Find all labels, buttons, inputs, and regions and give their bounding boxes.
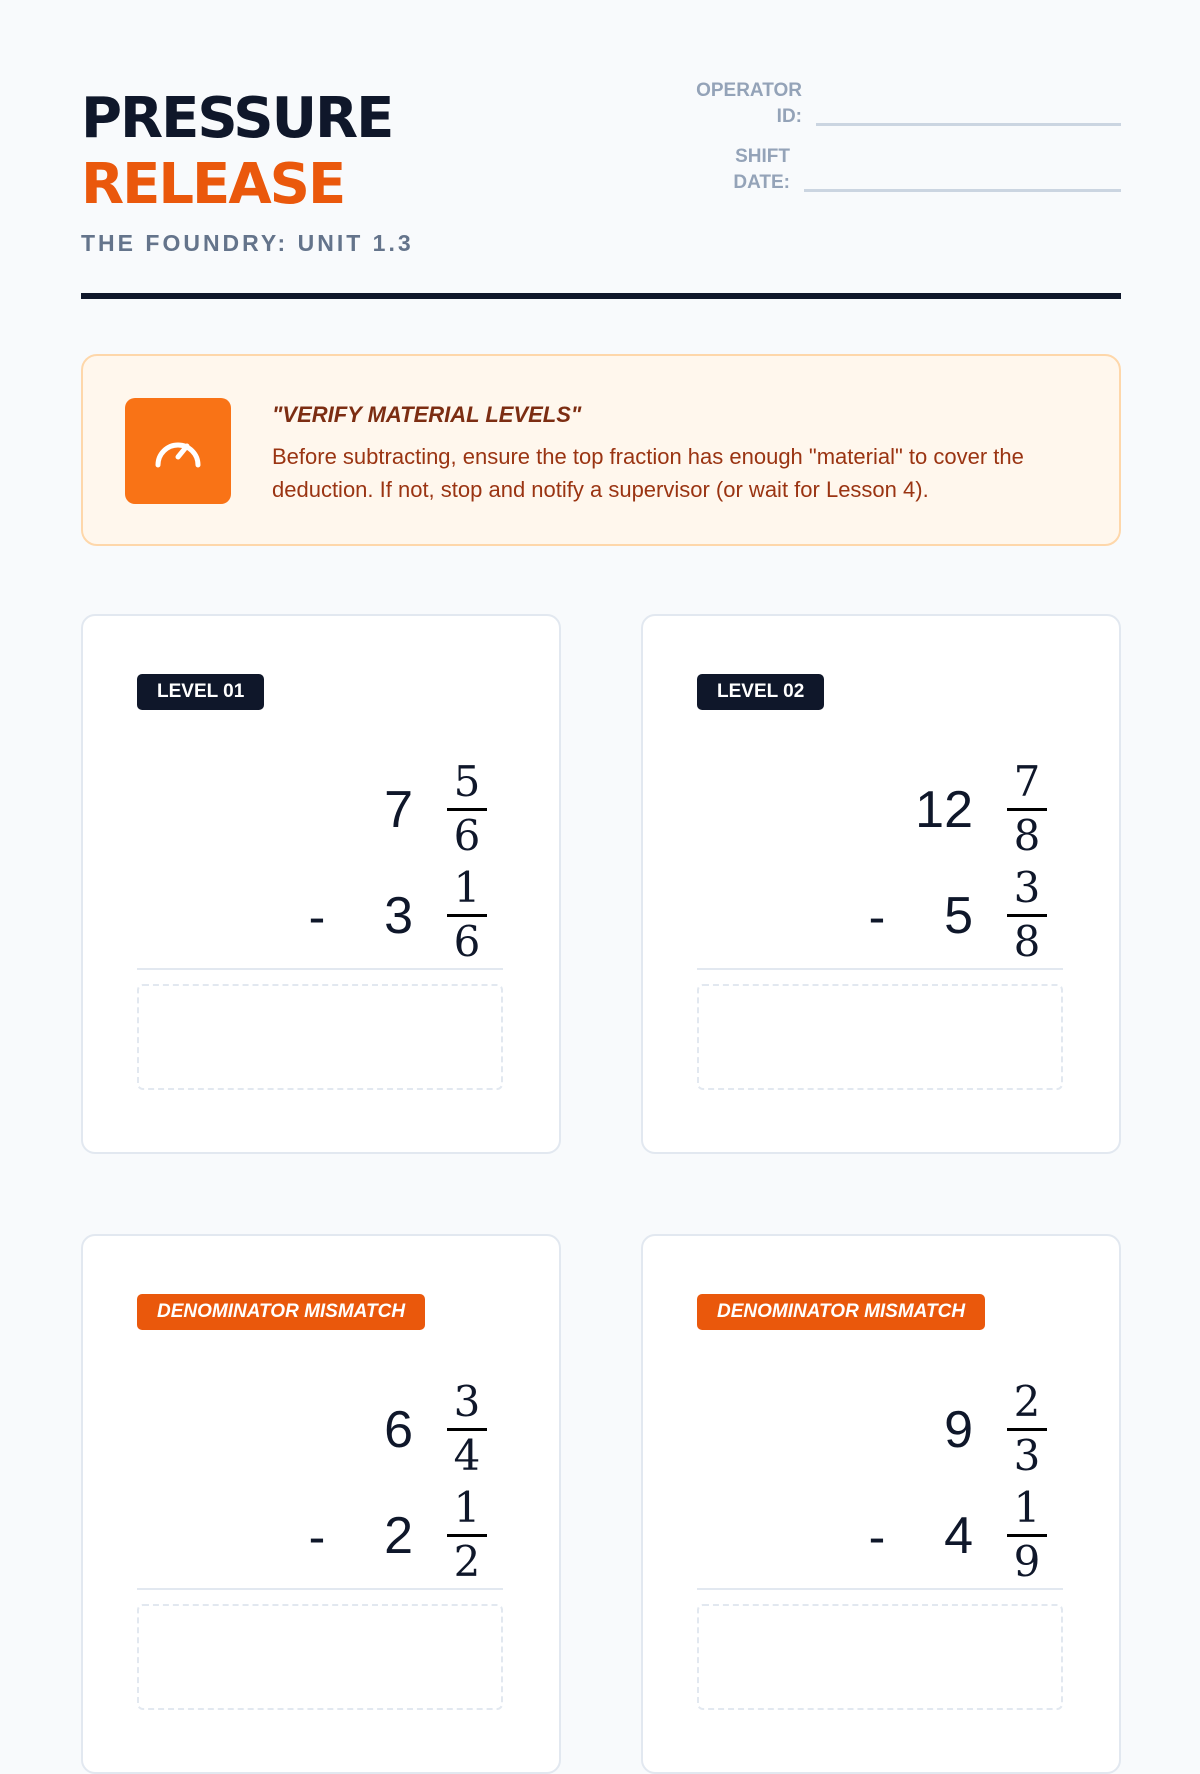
subtrahend-row [137,1484,503,1588]
operator-label-line-2: ID: [776,106,802,127]
subtrahend-row [697,864,1063,968]
fraction [447,758,487,860]
callout-text: Before subtracting, ensure the top fraction has enough "material" to cover the deduction. If not, stop and notify a supervisor (or wait for Lesson 4). [272,444,1024,502]
shift-label-line-1: SHIFT [735,146,790,167]
callout-title: "VERIFY MATERIAL LEVELS" [272,402,582,427]
numerator: 5 [453,757,481,806]
shift-date-field[interactable] [733,144,1121,196]
denominator: 6 [453,811,481,860]
worksheet-page [81,0,1121,1586]
fraction [1007,1484,1047,1586]
minuend-row [137,758,503,862]
fraction [1007,1378,1047,1480]
shift-label-line-2: DATE: [733,172,790,193]
operator-label-line-1: OPERATOR [696,80,802,101]
denominator: 6 [453,917,481,966]
shift-date-line[interactable] [804,189,1121,192]
minus-sign: - [868,1509,886,1565]
whole-number: 12 [915,781,973,839]
whole-number: 2 [384,1507,413,1565]
operator-id-field[interactable] [696,78,1121,130]
denominator: 8 [1013,811,1041,860]
title-line-1: PRESSURE [81,86,393,151]
subtraction-problem [137,1378,503,1598]
mismatch-badge: DENOMINATOR MISMATCH [137,1294,425,1330]
denominator: 2 [453,1537,481,1586]
fraction [1007,864,1047,966]
answer-rule [697,1588,1063,1590]
level-badge: LEVEL 01 [137,674,264,710]
worksheet-header [81,0,1121,300]
answer-rule [137,968,503,970]
fraction [1007,758,1047,860]
minus-sign: - [308,889,326,945]
minuend-row [137,1378,503,1482]
subtraction-problem [697,758,1063,978]
numerator: 1 [453,1483,481,1532]
denominator: 3 [1013,1431,1041,1480]
answer-rule [697,968,1063,970]
problem-card [81,614,561,1154]
gauge-icon [125,398,231,504]
instruction-callout [81,354,1121,546]
whole-number: 3 [384,887,413,945]
whole-number: 9 [944,1401,973,1459]
whole-number: 7 [384,781,413,839]
minuend-row [697,1378,1063,1482]
numerator: 2 [1013,1377,1041,1426]
unit-subtitle: THE FOUNDRY: UNIT 1.3 [81,230,414,256]
whole-number: 5 [944,887,973,945]
minus-sign: - [868,889,886,945]
mismatch-badge: DENOMINATOR MISMATCH [697,1294,985,1330]
shift-date-label [733,144,790,196]
problem-card [641,1234,1121,1774]
title-block [81,86,414,257]
denominator: 9 [1013,1537,1041,1586]
minus-sign: - [308,1509,326,1565]
numerator: 1 [453,863,481,912]
fraction [447,1378,487,1480]
title-line-2: RELEASE [81,152,345,217]
answer-box[interactable] [697,984,1063,1090]
problem-card [641,614,1121,1154]
subtraction-problem [137,758,503,978]
numerator: 3 [453,1377,481,1426]
fraction [447,1484,487,1586]
numerator: 7 [1013,757,1041,806]
whole-number: 4 [944,1507,973,1565]
header-divider [81,293,1121,299]
subtrahend-row [137,864,503,968]
level-badge: LEVEL 02 [697,674,824,710]
operator-id-line[interactable] [816,123,1121,126]
minuend-row [697,758,1063,862]
denominator: 4 [453,1431,481,1480]
operator-id-label [696,78,802,130]
whole-number: 6 [384,1401,413,1459]
answer-box[interactable] [137,984,503,1090]
answer-rule [137,1588,503,1590]
denominator: 8 [1013,917,1041,966]
subtrahend-row [697,1484,1063,1588]
answer-box[interactable] [137,1604,503,1710]
numerator: 1 [1013,1483,1041,1532]
problem-card [81,1234,561,1774]
fraction [447,864,487,966]
answer-box[interactable] [697,1604,1063,1710]
numerator: 3 [1013,863,1041,912]
subtraction-problem [697,1378,1063,1598]
